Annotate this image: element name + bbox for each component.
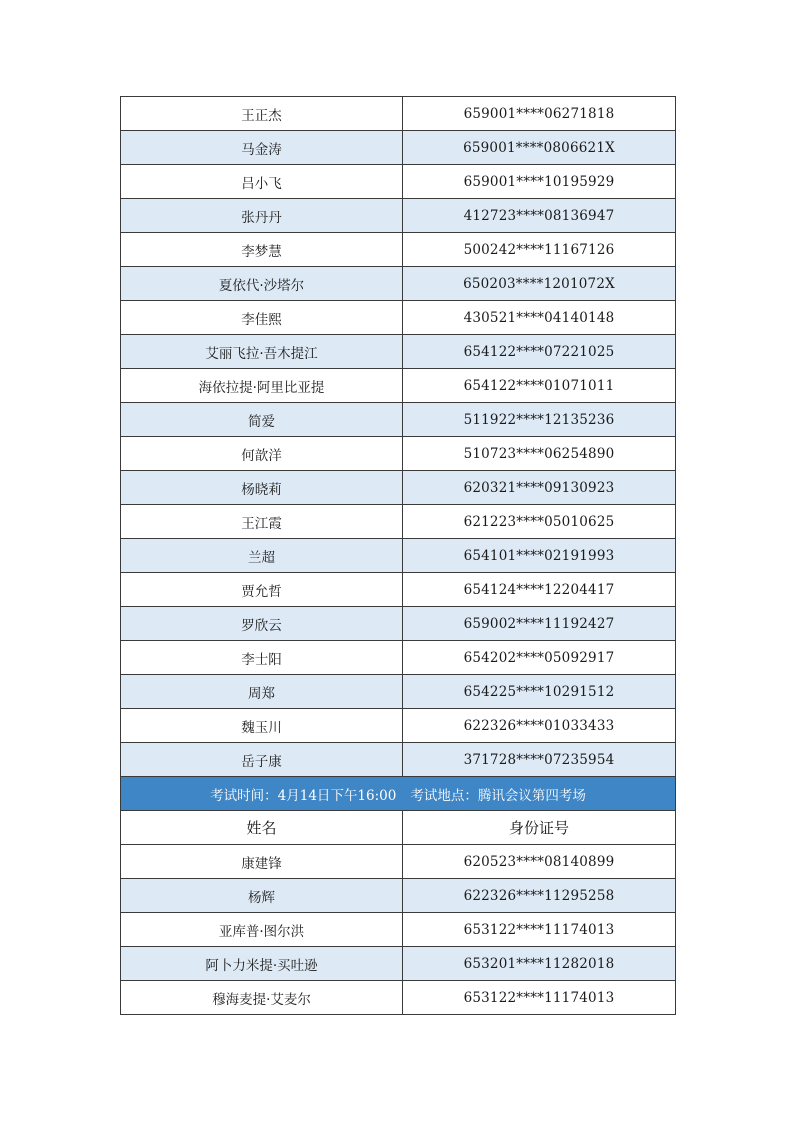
table-row bbox=[121, 505, 676, 539]
table-row bbox=[121, 641, 676, 675]
candidate-name: 简爱 bbox=[121, 403, 403, 437]
table-row bbox=[121, 947, 676, 981]
candidate-id-number: 654124****12204417 bbox=[403, 573, 676, 607]
candidate-name: 穆海麦提·艾麦尔 bbox=[121, 981, 403, 1015]
candidate-name: 罗欣云 bbox=[121, 607, 403, 641]
table-row bbox=[121, 369, 676, 403]
candidate-id-number: 654225****10291512 bbox=[403, 675, 676, 709]
table-row bbox=[121, 165, 676, 199]
candidate-name: 马金涛 bbox=[121, 131, 403, 165]
candidate-name: 王正杰 bbox=[121, 97, 403, 131]
candidate-id-number: 371728****07235954 bbox=[403, 743, 676, 777]
candidate-id-number: 510723****06254890 bbox=[403, 437, 676, 471]
candidate-id-number: 622326****01033433 bbox=[403, 709, 676, 743]
exam-location: 考试地点：腾讯会议第四考场 bbox=[410, 787, 586, 804]
table-row bbox=[121, 879, 676, 913]
table-row bbox=[121, 913, 676, 947]
candidate-id-number: 659001****10195929 bbox=[403, 165, 676, 199]
table-header-row bbox=[121, 811, 676, 845]
candidate-id-number: 654202****05092917 bbox=[403, 641, 676, 675]
table-row bbox=[121, 845, 676, 879]
candidate-id-number: 622326****11295258 bbox=[403, 879, 676, 913]
table-row bbox=[121, 437, 676, 471]
candidate-id-number: 621223****05010625 bbox=[403, 505, 676, 539]
candidate-id-number: 654101****02191993 bbox=[403, 539, 676, 573]
column-header-name: 姓名 bbox=[121, 811, 403, 845]
candidate-name: 何歆洋 bbox=[121, 437, 403, 471]
candidate-id-number: 654122****07221025 bbox=[403, 335, 676, 369]
candidate-name: 王江霞 bbox=[121, 505, 403, 539]
table-row bbox=[121, 301, 676, 335]
table-row bbox=[121, 607, 676, 641]
candidate-id-number: 430521****04140148 bbox=[403, 301, 676, 335]
table-row bbox=[121, 675, 676, 709]
candidate-name: 吕小飞 bbox=[121, 165, 403, 199]
candidate-name: 周郑 bbox=[121, 675, 403, 709]
table-row bbox=[121, 335, 676, 369]
table-row bbox=[121, 199, 676, 233]
table-row bbox=[121, 267, 676, 301]
candidate-id-number: 650203****1201072X bbox=[403, 267, 676, 301]
candidate-id-number: 620523****08140899 bbox=[403, 845, 676, 879]
candidate-name: 李佳熙 bbox=[121, 301, 403, 335]
table-row bbox=[121, 97, 676, 131]
candidate-name: 贾允哲 bbox=[121, 573, 403, 607]
candidate-id-number: 620321****09130923 bbox=[403, 471, 676, 505]
candidate-name: 康建锋 bbox=[121, 845, 403, 879]
candidate-name: 艾丽飞拉·吾木提江 bbox=[121, 335, 403, 369]
table-row bbox=[121, 233, 676, 267]
table-row bbox=[121, 403, 676, 437]
candidate-name: 李士阳 bbox=[121, 641, 403, 675]
candidate-name: 兰超 bbox=[121, 539, 403, 573]
candidate-name: 岳子康 bbox=[121, 743, 403, 777]
candidate-id-number: 412723****08136947 bbox=[403, 199, 676, 233]
candidate-id-number: 511922****12135236 bbox=[403, 403, 676, 437]
candidate-id-number: 653201****11282018 bbox=[403, 947, 676, 981]
candidate-id-number: 653122****11174013 bbox=[403, 981, 676, 1015]
candidate-name: 夏依代·沙塔尔 bbox=[121, 267, 403, 301]
candidate-id-number: 653122****11174013 bbox=[403, 913, 676, 947]
table-row bbox=[121, 743, 676, 777]
exam-session-banner bbox=[121, 777, 676, 811]
candidate-name: 杨晓莉 bbox=[121, 471, 403, 505]
exam-time: 考试时间：4月14日下午16:00 bbox=[210, 787, 397, 804]
table-row bbox=[121, 131, 676, 165]
table-row bbox=[121, 471, 676, 505]
table-row bbox=[121, 539, 676, 573]
candidate-name: 海依拉提·阿里比亚提 bbox=[121, 369, 403, 403]
candidate-id-number: 654122****01071011 bbox=[403, 369, 676, 403]
candidate-name: 魏玉川 bbox=[121, 709, 403, 743]
candidate-name: 张丹丹 bbox=[121, 199, 403, 233]
table-row bbox=[121, 709, 676, 743]
candidate-name: 杨辉 bbox=[121, 879, 403, 913]
column-header-id-number: 身份证号 bbox=[403, 811, 676, 845]
candidate-name: 阿卜力米提·买吐逊 bbox=[121, 947, 403, 981]
candidate-name: 亚库普·图尔洪 bbox=[121, 913, 403, 947]
table-row bbox=[121, 573, 676, 607]
exam-session-info bbox=[121, 777, 676, 811]
candidate-id-number: 659001****06271818 bbox=[403, 97, 676, 131]
candidate-id-number: 659002****11192427 bbox=[403, 607, 676, 641]
candidate-id-number: 659001****0806621X bbox=[403, 131, 676, 165]
candidate-table bbox=[120, 96, 676, 1015]
candidate-name: 李梦慧 bbox=[121, 233, 403, 267]
candidate-id-number: 500242****11167126 bbox=[403, 233, 676, 267]
table-row bbox=[121, 981, 676, 1015]
